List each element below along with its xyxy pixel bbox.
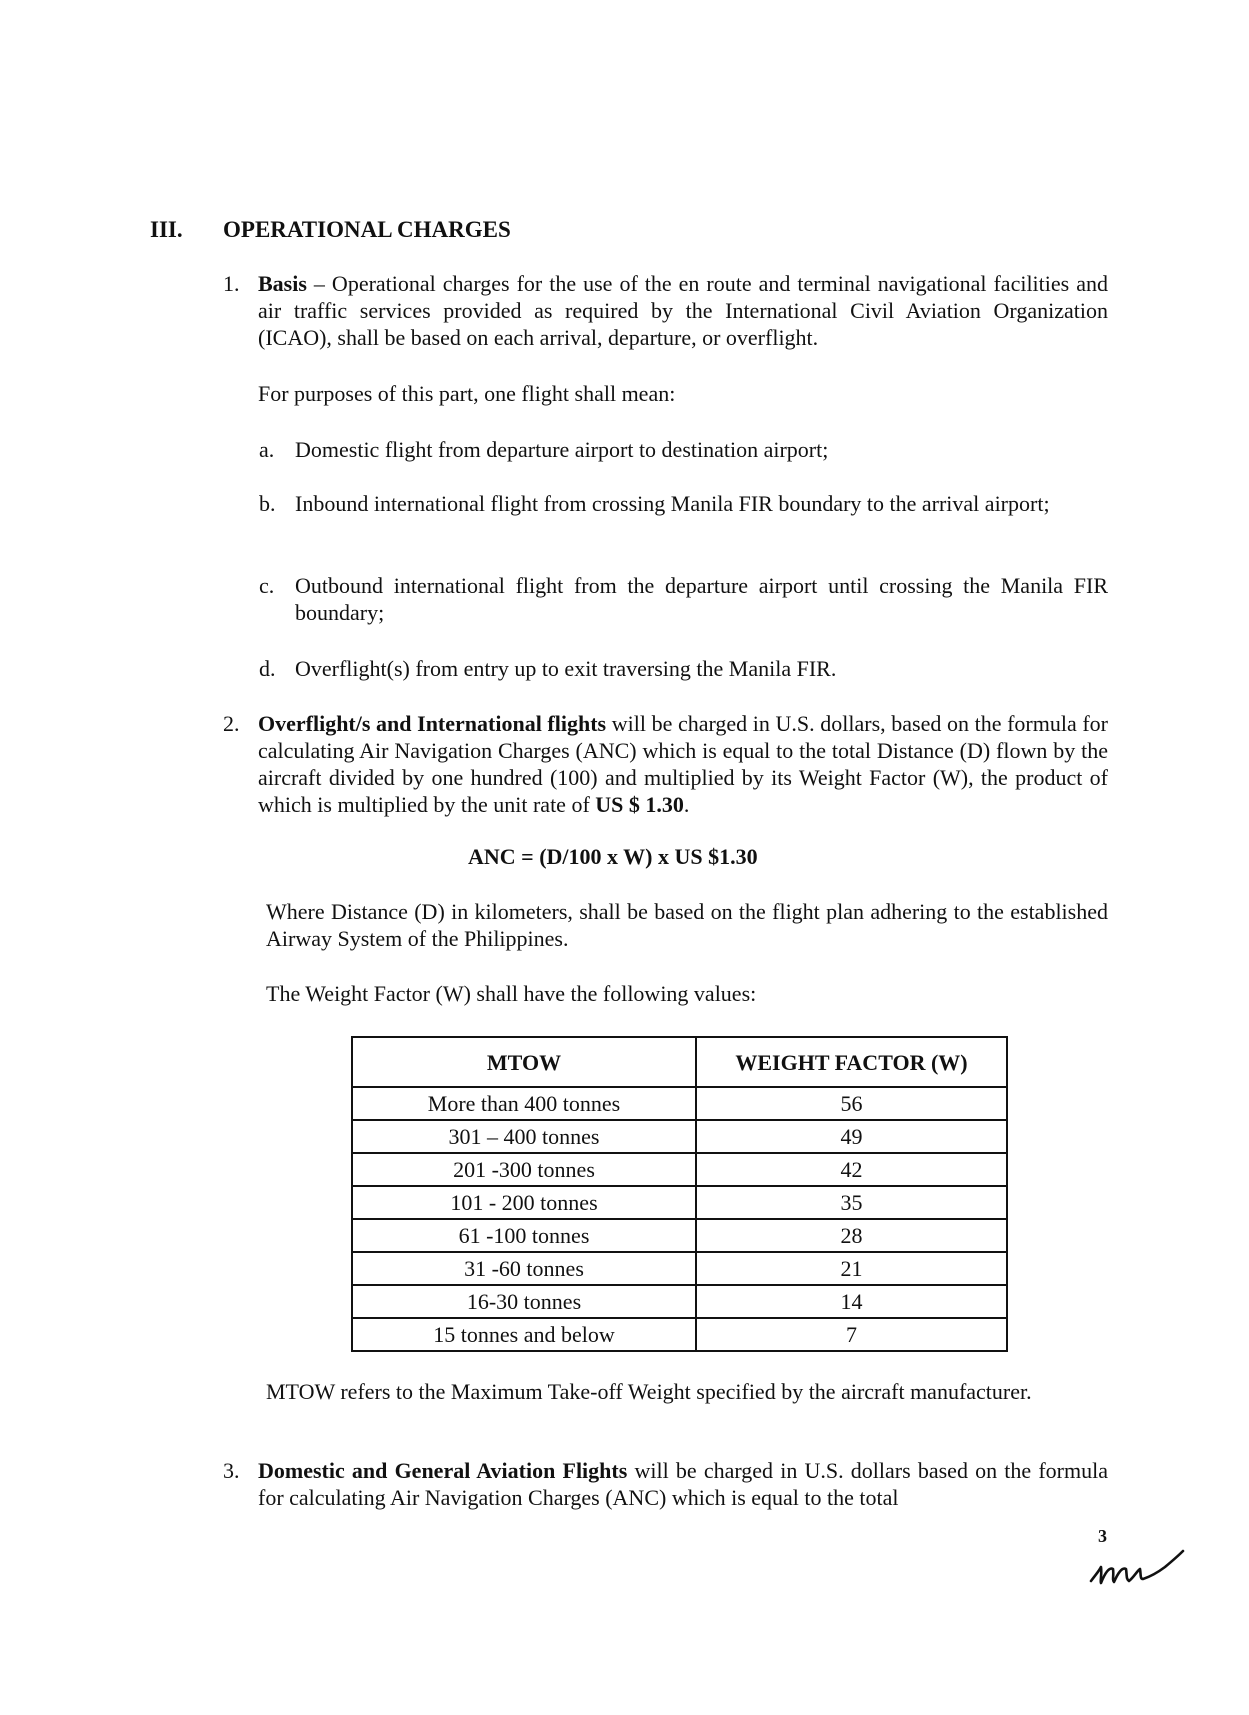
table-header-row — [352, 1037, 1007, 1087]
table-row — [352, 1219, 1007, 1252]
weight-factor-intro: The Weight Factor (W) shall have the following values: — [266, 981, 757, 1006]
table-row — [352, 1087, 1007, 1120]
weight-factor-cell: 49 — [696, 1120, 1007, 1153]
item-1-number: 1. — [223, 271, 240, 296]
mtow-cell: 31 -60 tonnes — [352, 1252, 696, 1285]
table-row — [352, 1153, 1007, 1186]
subitem-b-text: Inbound international flight from crossing Manila FIR boundary to the arrival airport; — [295, 491, 1050, 516]
mtow-cell: 101 - 200 tonnes — [352, 1186, 696, 1219]
mtow-cell: 201 -300 tonnes — [352, 1153, 696, 1186]
item-2-period: . — [683, 792, 690, 817]
weight-factor-cell: 14 — [696, 1285, 1007, 1318]
anc-formula: ANC = (D/100 x W) x US $1.30 — [468, 844, 758, 869]
weight-factor-cell: 35 — [696, 1186, 1007, 1219]
table-header-mtow: MTOW — [352, 1037, 696, 1087]
subitem-a-letter: a. — [259, 437, 275, 462]
subitem-c-text: Outbound international flight from the departure airport until crossing the Manila FIR boundary; — [295, 573, 1108, 625]
item-1-paragraph — [258, 270, 1108, 351]
subitem-d-text: Overflight(s) from entry up to exit traversing the Manila FIR. — [295, 656, 837, 681]
item-3-paragraph — [258, 1457, 1108, 1511]
subitem-a-text: Domestic flight from departure airport to destination airport; — [295, 437, 829, 462]
handwritten-initials-signature — [1087, 1545, 1187, 1593]
weight-factor-cell: 21 — [696, 1252, 1007, 1285]
mtow-cell: More than 400 tonnes — [352, 1087, 696, 1120]
table-row — [352, 1252, 1007, 1285]
table-row — [352, 1186, 1007, 1219]
page-number: 3 — [1098, 1526, 1107, 1546]
item-3-text: will be charged in U.S. dollars based on the formula for calculating Air Navigation Charges (ANC) which is equal to the total — [258, 1458, 1108, 1510]
item-1-intro: For purposes of this part, one flight shall mean: — [258, 381, 676, 406]
item-2-number: 2. — [223, 711, 240, 736]
subitem-b-letter: b. — [259, 491, 276, 516]
mtow-cell: 301 – 400 tonnes — [352, 1120, 696, 1153]
distance-note: Where Distance (D) in kilometers, shall be based on the flight plan adhering to the established Airway System of the Philippines. — [266, 899, 1108, 951]
mtow-cell: 16-30 tonnes — [352, 1285, 696, 1318]
section-number: III. — [150, 217, 183, 242]
item-2-text: will be charged in U.S. dollars, based on the formula for calculating Air Navigation Charges (ANC) which is equal to the total Distance (D) flown by the aircraft divided by one hundred (100) and multiplied by its Weight Factor (W), the product of which is multiplied by the unit rate of — [258, 711, 1108, 817]
table-row — [352, 1285, 1007, 1318]
item-2-paragraph — [258, 710, 1108, 818]
table-row — [352, 1120, 1007, 1153]
weight-factor-cell: 42 — [696, 1153, 1007, 1186]
item-2-heading: Overflight/s and International flights — [258, 711, 607, 736]
unit-rate: US $ 1.30 — [595, 792, 684, 817]
item-1-heading: Basis — [258, 271, 307, 296]
item-1-text: – Operational charges for the use of the en route and terminal navigational facilities and air traffic services provided as required by the International Civil Aviation Organization (ICAO), shall be based on each arrival, departure, or overflight. — [258, 271, 1108, 350]
subitem-d-letter: d. — [259, 656, 276, 681]
weight-factor-cell: 7 — [696, 1318, 1007, 1351]
item-3-heading: Domestic and General Aviation Flights — [258, 1458, 628, 1483]
table-row — [352, 1318, 1007, 1351]
item-3-number: 3. — [223, 1458, 240, 1483]
table-header-weight-factor: WEIGHT FACTOR (W) — [696, 1037, 1007, 1087]
weight-factor-table — [351, 1036, 1008, 1352]
mtow-note: MTOW refers to the Maximum Take-off Weight specified by the aircraft manufacturer. — [266, 1379, 1032, 1404]
mtow-cell: 15 tonnes and below — [352, 1318, 696, 1351]
weight-factor-cell: 56 — [696, 1087, 1007, 1120]
mtow-cell: 61 -100 tonnes — [352, 1219, 696, 1252]
section-title: OPERATIONAL CHARGES — [223, 217, 511, 242]
subitem-c-letter: c. — [259, 573, 275, 598]
weight-factor-cell: 28 — [696, 1219, 1007, 1252]
